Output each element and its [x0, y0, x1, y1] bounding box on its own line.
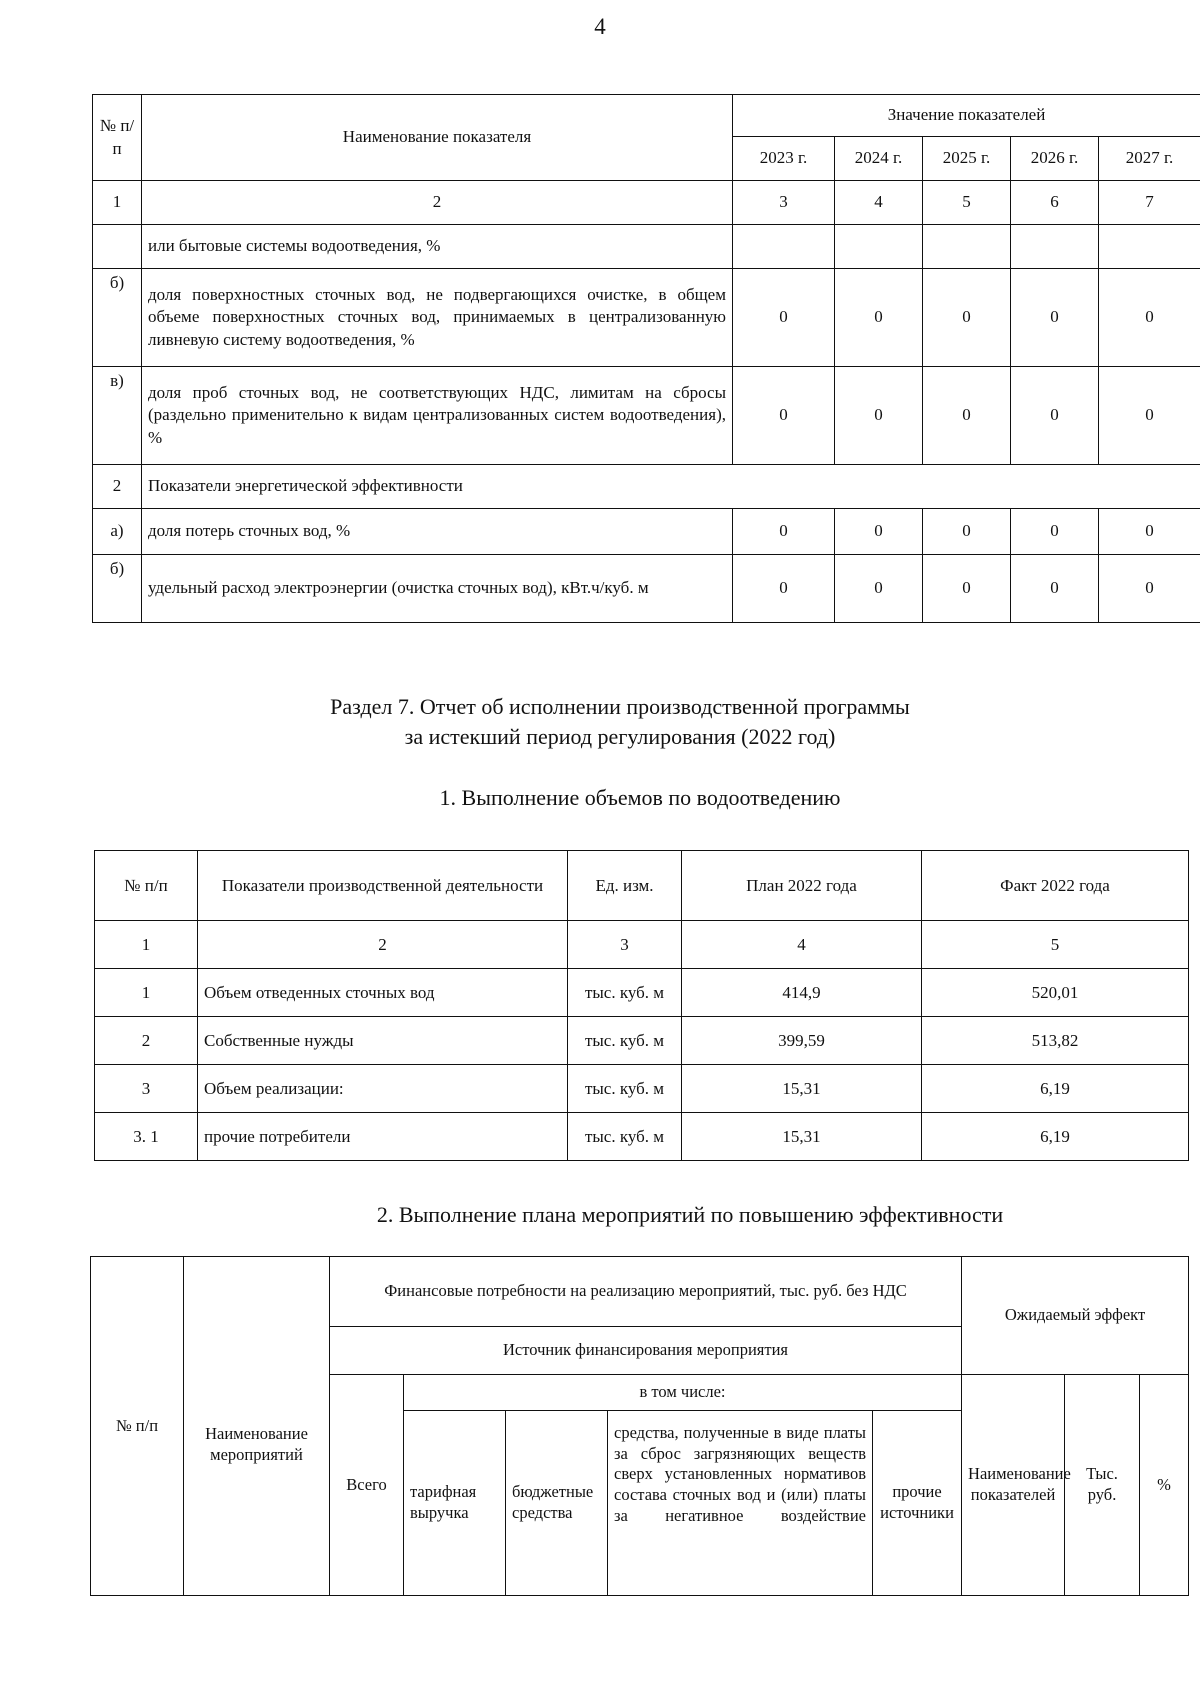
row-num: а) [93, 509, 142, 555]
row-unit: тыс. куб. м [568, 1065, 682, 1113]
header-effect-name: Наименование показателей [962, 1375, 1065, 1596]
row-value: 0 [1011, 367, 1099, 465]
row-name: доля проб сточных вод, не соответствующих НДС, лимитам на сбросы (раздельно применительно к видам централизованных систем водоотведения), % [142, 367, 733, 465]
row-plan: 414,9 [682, 969, 922, 1017]
table-row [93, 269, 1200, 367]
index-cell: 3 [568, 921, 682, 969]
header-num: № п/п [95, 851, 198, 921]
table-row [95, 1113, 1189, 1161]
header-payments: средства, полученные в виде платы за сброс загрязняющих веществ сверх установленных нормативов состава сточных вод и (или) платы за негативное воздействие [608, 1411, 873, 1596]
row-plan: 15,31 [682, 1065, 922, 1113]
row-num: в) [93, 367, 142, 465]
row-value: 0 [1099, 509, 1200, 555]
row-name: Объем отведенных сточных вод [198, 969, 568, 1017]
row-name: доля потерь сточных вод, % [142, 509, 733, 555]
row-name: Собственные нужды [198, 1017, 568, 1065]
subsection-1-title: 1. Выполнение объемов по водоотведению [439, 785, 841, 810]
row-unit: тыс. куб. м [568, 1017, 682, 1065]
page-number: 4 [594, 14, 606, 39]
header-year: 2027 г. [1099, 137, 1200, 181]
section-7-title-line1: Раздел 7. Отчет об исполнении производственной программы [330, 694, 910, 719]
header-expected-effect: Ожидаемый эффект [962, 1257, 1189, 1375]
row-plan: 15,31 [682, 1113, 922, 1161]
row-value [733, 225, 835, 269]
index-cell: 5 [923, 181, 1011, 225]
header-name: Наименование показателя [142, 95, 733, 181]
volumes-table [94, 850, 1189, 1161]
section-7-title-line2: за истекший период регулирования (2022 год) [404, 724, 836, 749]
row-value: 0 [733, 555, 835, 623]
row-value: 0 [923, 269, 1011, 367]
header-num: № п/п [91, 1257, 184, 1596]
header-effect-pct: % [1140, 1375, 1189, 1596]
row-fact: 520,01 [922, 969, 1189, 1017]
row-plan: 399,59 [682, 1017, 922, 1065]
measures-table [90, 1256, 1189, 1596]
index-cell: 6 [1011, 181, 1099, 225]
index-cell: 1 [93, 181, 142, 225]
row-value: 0 [1099, 367, 1200, 465]
table-row [95, 1065, 1189, 1113]
row-name: или бытовые системы водоотведения, % [142, 225, 733, 269]
table-row [93, 367, 1200, 465]
index-cell: 7 [1099, 181, 1200, 225]
row-value: 0 [835, 509, 923, 555]
row-value: 0 [835, 367, 923, 465]
row-num: 3. 1 [95, 1113, 198, 1161]
section-num: 2 [93, 465, 142, 509]
header-financial-needs: Финансовые потребности на реализацию мероприятий, тыс. руб. без НДС [330, 1257, 962, 1327]
table-row [93, 555, 1200, 623]
row-value: 0 [1099, 555, 1200, 623]
header-values-title: Значение показателей [733, 95, 1200, 137]
row-value: 0 [1011, 555, 1099, 623]
row-value: 0 [1011, 269, 1099, 367]
row-value: 0 [923, 367, 1011, 465]
row-value: 0 [733, 367, 835, 465]
row-fact: 6,19 [922, 1065, 1189, 1113]
index-cell: 4 [835, 181, 923, 225]
header-tariff: тарифная выручка [404, 1411, 506, 1596]
subsection-2-title: 2. Выполнение плана мероприятий по повышению эффективности [376, 1202, 1004, 1227]
row-fact: 513,82 [922, 1017, 1189, 1065]
index-cell: 2 [142, 181, 733, 225]
row-num: 3 [95, 1065, 198, 1113]
row-fact: 6,19 [922, 1113, 1189, 1161]
row-value: 0 [835, 269, 923, 367]
header-budget: бюджетные средства [506, 1411, 608, 1596]
table-row [95, 969, 1189, 1017]
row-value [1099, 225, 1200, 269]
header-effect-rub: Тыс. руб. [1065, 1375, 1140, 1596]
header-fact: Факт 2022 года [922, 851, 1189, 921]
indicators-table [92, 94, 1200, 623]
row-value: 0 [923, 555, 1011, 623]
row-value: 0 [733, 509, 835, 555]
table-row [95, 1017, 1189, 1065]
header-indicator: Показатели производственной деятельности [198, 851, 568, 921]
header-year: 2023 г. [733, 137, 835, 181]
index-cell: 3 [733, 181, 835, 225]
row-name: удельный расход электроэнергии (очистка сточных вод), кВт.ч/куб. м [142, 555, 733, 623]
header-name: Наименование мероприятий [184, 1257, 330, 1596]
row-name: Объем реализации: [198, 1065, 568, 1113]
table-row [93, 225, 1200, 269]
header-num: № п/п [93, 95, 142, 181]
header-including: в том числе: [404, 1375, 962, 1411]
row-unit: тыс. куб. м [568, 969, 682, 1017]
section-row [93, 465, 1200, 509]
header-plan: План 2022 года [682, 851, 922, 921]
header-other: прочие источники [873, 1411, 962, 1596]
index-cell: 2 [198, 921, 568, 969]
row-num: 1 [95, 969, 198, 1017]
header-funding-source: Источник финансирования мероприятия [330, 1327, 962, 1375]
row-value: 0 [835, 555, 923, 623]
row-num: б) [93, 555, 142, 623]
header-year: 2026 г. [1011, 137, 1099, 181]
row-num: б) [93, 269, 142, 367]
row-value [923, 225, 1011, 269]
row-name: прочие потребители [198, 1113, 568, 1161]
index-cell: 1 [95, 921, 198, 969]
header-total: Всего [330, 1375, 404, 1596]
row-value [835, 225, 923, 269]
header-year: 2025 г. [923, 137, 1011, 181]
row-value: 0 [1011, 509, 1099, 555]
row-name: доля поверхностных сточных вод, не подвергающихся очистке, в общем объеме поверхностных сточных вод, принимаемых в централизованную ливневую систему водоотведения, % [142, 269, 733, 367]
row-value: 0 [1099, 269, 1200, 367]
row-value: 0 [733, 269, 835, 367]
index-cell: 5 [922, 921, 1189, 969]
row-num [93, 225, 142, 269]
section-name: Показатели энергетической эффективности [142, 465, 1200, 509]
table-row [93, 509, 1200, 555]
row-unit: тыс. куб. м [568, 1113, 682, 1161]
row-num: 2 [95, 1017, 198, 1065]
header-unit: Ед. изм. [568, 851, 682, 921]
index-cell: 4 [682, 921, 922, 969]
header-year: 2024 г. [835, 137, 923, 181]
row-value [1011, 225, 1099, 269]
row-value: 0 [923, 509, 1011, 555]
